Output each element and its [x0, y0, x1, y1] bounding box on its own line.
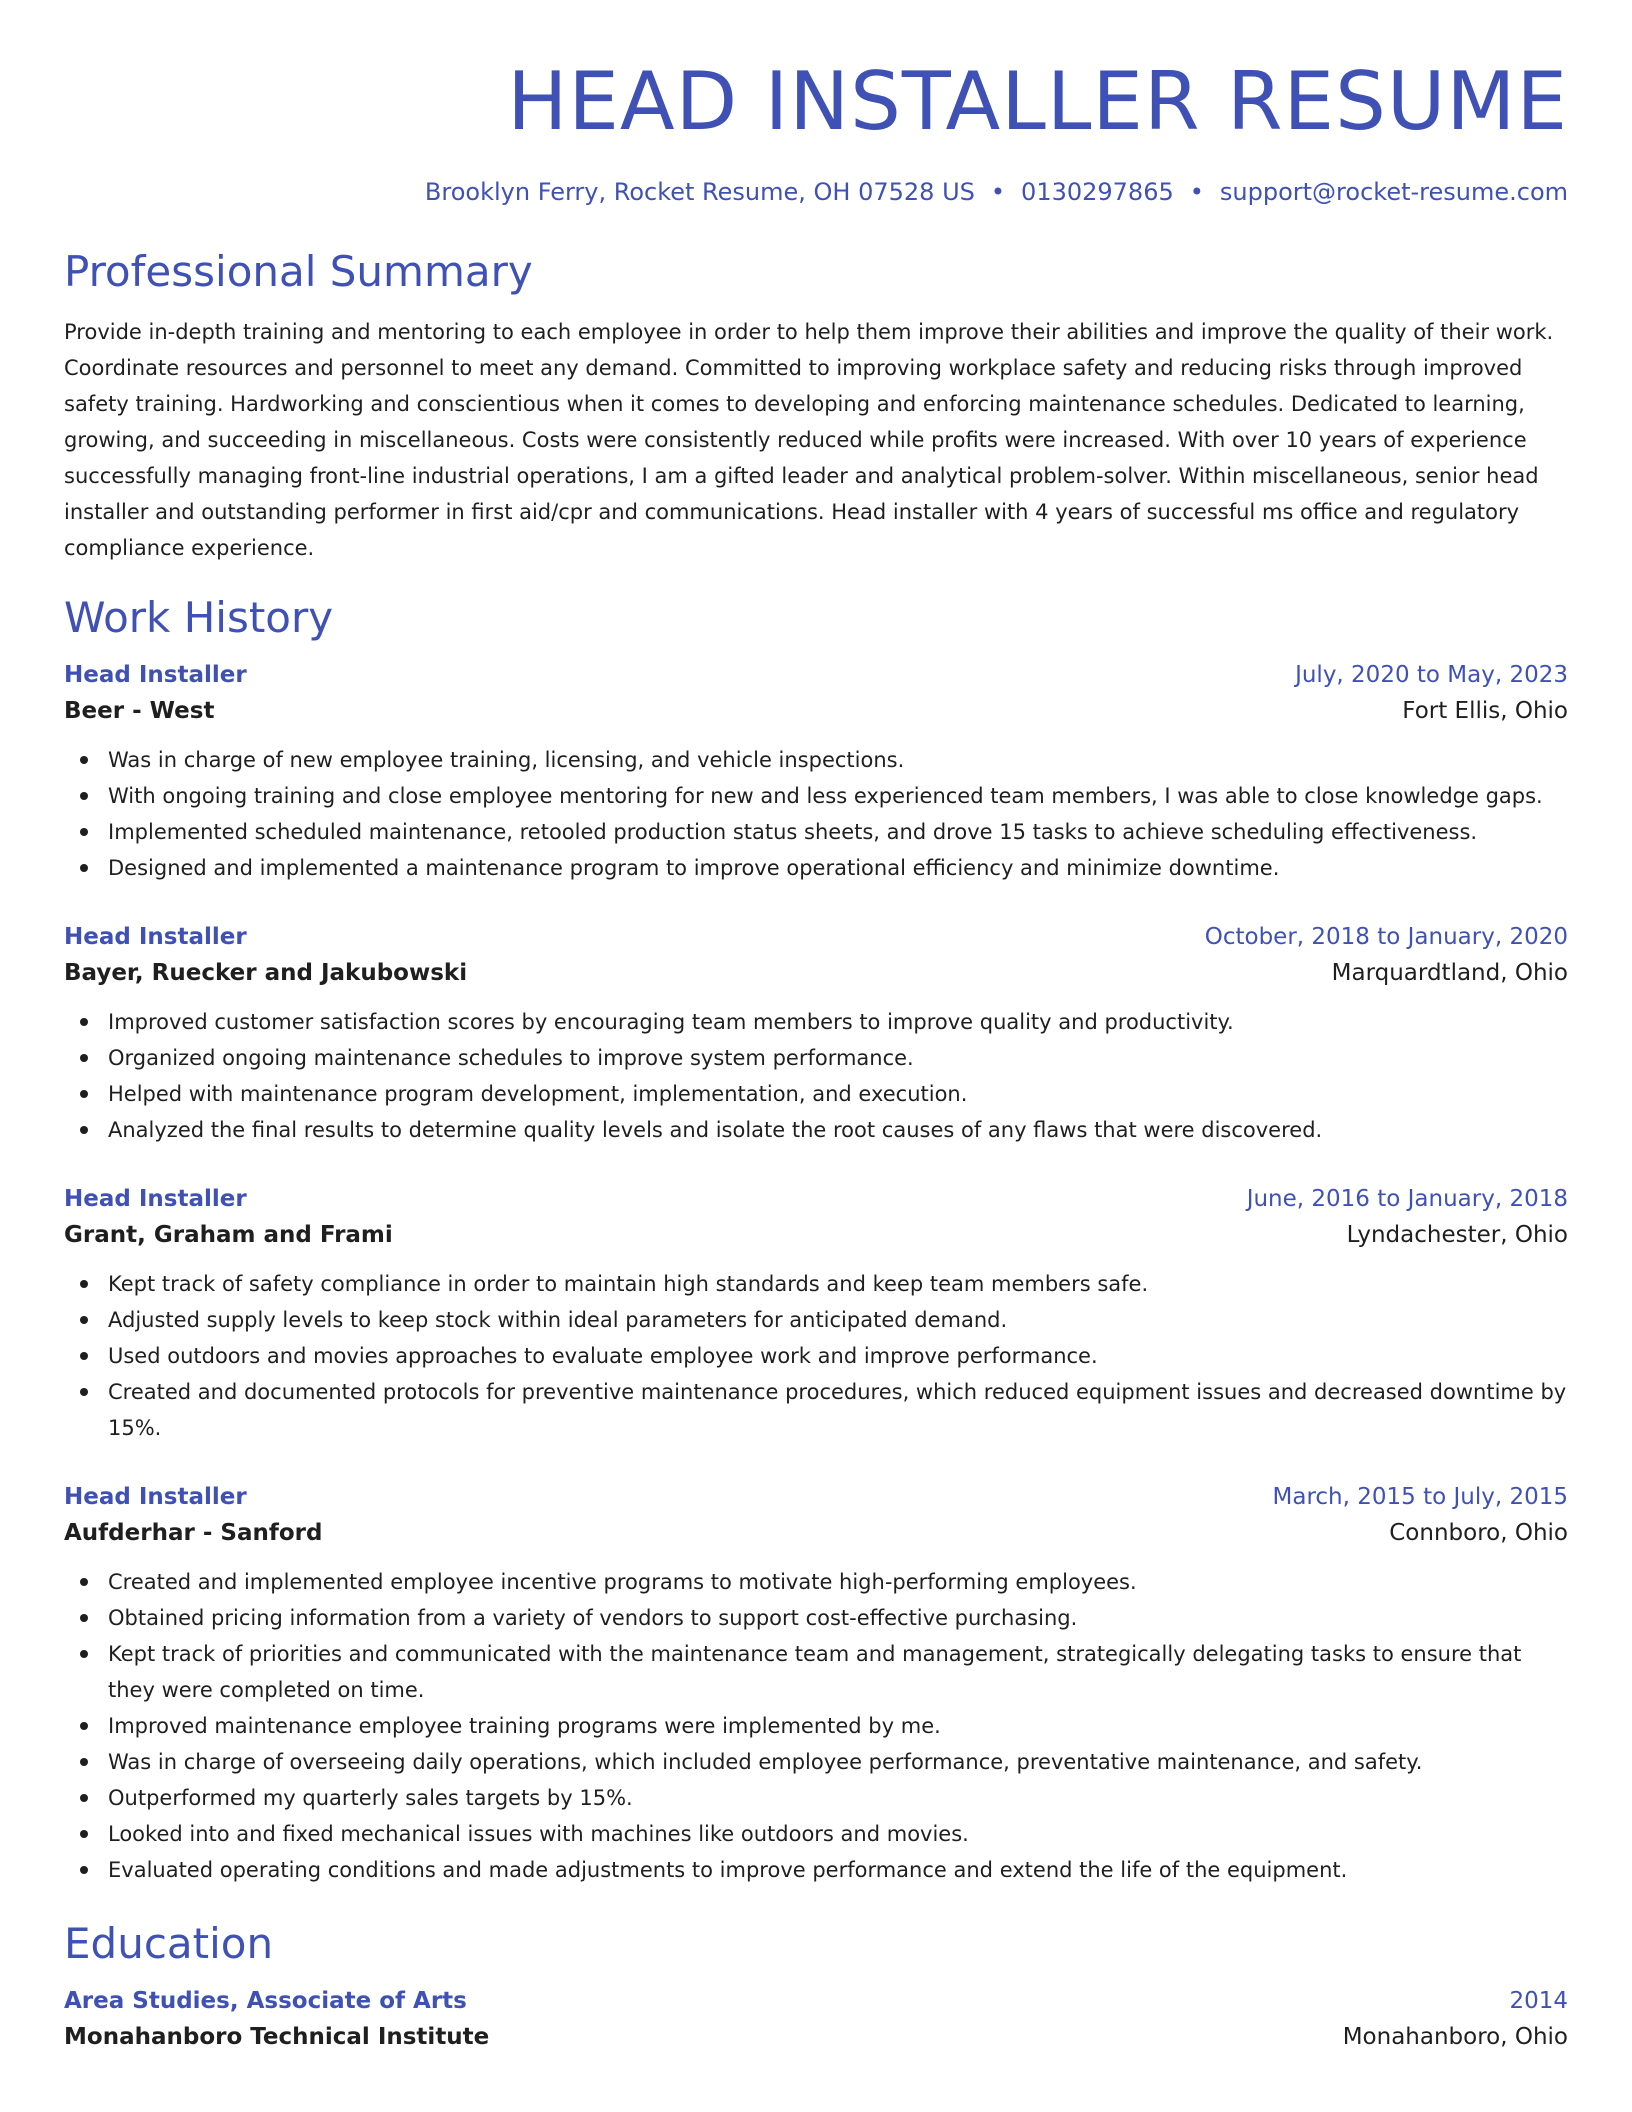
job-bullets: [64, 1266, 1568, 1446]
job-bullet: Looked into and fixed mechanical issues with machines like outdoors and movies.: [108, 1816, 1568, 1852]
job-company-row: [64, 1216, 1568, 1254]
job-location: Fort Ellis, Ohio: [1402, 698, 1568, 724]
job-entry: [64, 658, 1568, 886]
job-bullet: Evaluated operating conditions and made adjustments to improve performance and extend the life of the equipment.: [108, 1852, 1568, 1888]
job-company: Aufderhar - Sanford: [64, 1520, 323, 1546]
job-dates: March, 2015 to July, 2015: [1272, 1484, 1568, 1510]
education-entry: [64, 1984, 1568, 2056]
job-location: Connboro, Ohio: [1389, 1520, 1568, 1546]
job-bullet: Implemented scheduled maintenance, retooled production status sheets, and drove 15 tasks to achieve scheduling effectiveness.: [108, 814, 1568, 850]
job-bullet: Was in charge of overseeing daily operations, which included employee performance, preventative maintenance, and safety.: [108, 1744, 1568, 1780]
job-bullet: Outperformed my quarterly sales targets by 15%.: [108, 1780, 1568, 1816]
job-bullet: Created and documented protocols for preventive maintenance procedures, which reduced equipment issues and decreased downtime by 15%.: [108, 1374, 1568, 1446]
job-dates: June, 2016 to January, 2018: [1246, 1186, 1568, 1212]
job-header-row: [64, 920, 1568, 954]
job-title: Head Installer: [64, 924, 247, 950]
job-bullets: [64, 742, 1568, 886]
job-company: Bayer, Ruecker and Jakubowski: [64, 960, 468, 986]
job-bullet: Used outdoors and movies approaches to evaluate employee work and improve performance.: [108, 1338, 1568, 1374]
job-bullet: Designed and implemented a maintenance program to improve operational efficiency and minimize downtime.: [108, 850, 1568, 886]
contact-separator: •: [990, 178, 1006, 206]
contact-address: Brooklyn Ferry, Rocket Resume, OH 07528 US: [424, 178, 975, 206]
summary-heading: Professional Summary: [64, 247, 533, 296]
job-bullet: Helped with maintenance program development, implementation, and execution.: [108, 1076, 1568, 1112]
resume-title: HEAD INSTALLER RESUME: [507, 55, 1568, 148]
job-entry: [64, 1182, 1568, 1446]
job-bullets: [64, 1004, 1568, 1148]
job-company: Beer - West: [64, 698, 215, 724]
job-bullet: Was in charge of new employee training, licensing, and vehicle inspections.: [108, 742, 1568, 778]
job-location: Lyndachester, Ohio: [1346, 1222, 1568, 1248]
job-location: Marquardtland, Ohio: [1331, 960, 1568, 986]
job-bullet: Organized ongoing maintenance schedules to improve system performance.: [108, 1040, 1568, 1076]
job-company: Grant, Graham and Frami: [64, 1222, 393, 1248]
job-company-row: [64, 692, 1568, 730]
job-title: Head Installer: [64, 1484, 247, 1510]
summary-text: Provide in-depth training and mentoring to each employee in order to help them improve their abilities and improve the quality of their work. Coordinate resources and personnel to meet any demand. Committed to improving workplace safety and reducing risks through improved safety training. Hardworking and conscientious when it comes to developing and enforcing maintenance schedules. Dedicated to learning, growing, and succeeding in miscellaneous. Costs were consistently reduced while profits were increased. With over 10 years of experience successfully managing front-line industrial operations, I am a gifted leader and analytical problem-solver. Within miscellaneous, senior head installer and outstanding performer in first aid/cpr and communications. Head installer with 4 years of successful ms office and regulatory compliance experience.: [64, 320, 1554, 560]
contact-line: [64, 176, 1568, 208]
work-history-heading: Work History: [64, 593, 334, 642]
job-bullets: [64, 1564, 1568, 1888]
job-entry: [64, 1480, 1568, 1888]
contact-phone: 0130297865: [1021, 178, 1174, 206]
job-bullet: Kept track of safety compliance in order to maintain high standards and keep team members safe.: [108, 1266, 1568, 1302]
job-bullet: Obtained pricing information from a variety of vendors to support cost-effective purchasing.: [108, 1600, 1568, 1636]
job-entry: [64, 920, 1568, 1148]
job-title: Head Installer: [64, 662, 247, 688]
job-company-row: [64, 954, 1568, 992]
job-bullet: Adjusted supply levels to keep stock within ideal parameters for anticipated demand.: [108, 1302, 1568, 1338]
education-location: Monahanboro, Ohio: [1342, 2024, 1568, 2050]
job-header-row: [64, 1480, 1568, 1514]
contact-email: support@rocket-resume.com: [1219, 178, 1568, 206]
education-year: 2014: [1509, 1988, 1568, 2014]
job-bullet: Analyzed the final results to determine quality levels and isolate the root causes of any flaws that were discovered.: [108, 1112, 1568, 1148]
education-degree: Area Studies, Associate of Arts: [64, 1988, 467, 2014]
education-header-row: [64, 1984, 1568, 2018]
education-heading: Education: [64, 1919, 274, 1968]
education-school: Monahanboro Technical Institute: [64, 2024, 490, 2050]
job-header-row: [64, 658, 1568, 692]
job-bullet: Kept track of priorities and communicated with the maintenance team and management, strategically delegating tasks to ensure that they were completed on time.: [108, 1636, 1568, 1708]
job-title: Head Installer: [64, 1186, 247, 1212]
contact-separator: •: [1189, 178, 1204, 206]
job-dates: July, 2020 to May, 2023: [1295, 662, 1568, 688]
education-school-row: [64, 2018, 1568, 2056]
job-header-row: [64, 1182, 1568, 1216]
job-bullet: With ongoing training and close employee mentoring for new and less experienced team members, I was able to close knowledge gaps.: [108, 778, 1568, 814]
job-bullet: Improved customer satisfaction scores by encouraging team members to improve quality and productivity.: [108, 1004, 1568, 1040]
job-bullet: Created and implemented employee incentive programs to motivate high-performing employees.: [108, 1564, 1568, 1600]
job-dates: October, 2018 to January, 2020: [1204, 924, 1568, 950]
job-company-row: [64, 1514, 1568, 1552]
job-bullet: Improved maintenance employee training programs were implemented by me.: [108, 1708, 1568, 1744]
